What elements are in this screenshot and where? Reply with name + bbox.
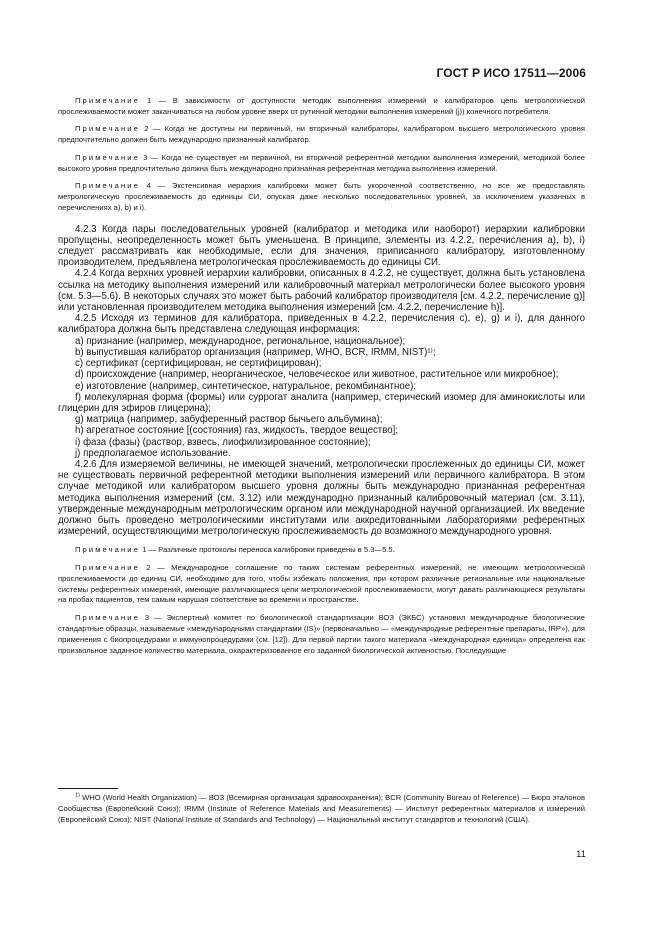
footnote-divider	[58, 788, 118, 789]
note-label: Примечание	[75, 124, 140, 134]
footnote-marker: 1)	[75, 792, 80, 799]
note-label: Примечание	[75, 96, 140, 105]
note-text: — Международное соглашение по таким системам референтных измерений, не имеющим метрологической прослеживаемости до единиц СИ, необходимо для того, чтобы избежать положения, при котором различные региональные или национальные системы референтных измерений, имеющие различающиеся цепи метрологической прослеживаемости, могут давать различающиеся результаты на пробах пациентов, тем самым нарушая соответствие во времени и пространстве.	[58, 562, 585, 605]
list-item-d: d) происхождение (например, неорганическое, человеческое или животное, растительное или микробное);	[75, 369, 559, 381]
list-item-f: f) молекулярная форма (формы) или суррогат аналита (например, стерический изомер для аминокислоты или глицерин для эфиров глицерина);	[58, 391, 585, 414]
note-label: Примечание	[75, 562, 140, 572]
note-2-top	[58, 124, 585, 146]
list-item-j: j) предполагаемое использование.	[75, 447, 231, 459]
page-number: 11	[576, 849, 586, 860]
note-1-bottom	[58, 545, 585, 556]
note-number: 2	[146, 562, 151, 572]
list-item-b: b) выпустившая калибратор организация (например, WHO, BCR, IRMM, NIST)¹⁾;	[75, 346, 436, 358]
list-item-h: h) агрегатное состояние [(состояния) газ, жидкость, твердое вещество];	[75, 425, 399, 437]
note-number: 3	[143, 152, 148, 162]
note-label: Примечание	[75, 152, 140, 162]
paragraph-4-2-3: 4.2.3 Когда пары последовательных уровней (калибратор и методика или наоборот) иерархии калибровки пропущены, неопределенность может быть уменьшена. В принципе, элементы из 4.2.2, перечисления а), b), i) следует рассматривать как необходимые, если для значения, приписанного калибратору, изготовленному производителем, предъявлена метрологическая прослеживаемость до единицы СИ.	[58, 223, 585, 269]
note-number: 1	[142, 545, 147, 555]
list-item-e: e) изготовление (например, синтетическое, натуральное, рекомбинантное);	[75, 380, 417, 392]
note-number: 1	[146, 96, 152, 105]
paragraph-4-2-4: 4.2.4 Когда верхних уровней иерархии калибровки, описанных в 4.2.2, не существует, должна быть установлена ссылка на методику выполнения измерений или калибровочный материал метрологически более высокого уровня (см. 5.3—5.6). В некоторых случаях это может быть рабочий калибратор производителя [см. 4.2.2, перечисление g)] или установленная производителем методика выполнения измерений [см. 4.2.2, перечисление h)].	[58, 268, 585, 314]
list-item-g: g) матрица (например, забуференный раствор бычьего альбумина);	[75, 414, 383, 426]
note-label: Примечание	[75, 180, 140, 190]
note-1-top	[58, 96, 585, 118]
main-text	[58, 96, 585, 663]
note-text: — Когда не доступны ни первичный, ни вторичный калибраторы, калибратором высшего метрологического уровня предпочтительно должен быть международно признанный калибратор.	[58, 124, 585, 145]
paragraph-4-2-6: 4.2.6 Для измеряемой величины, не имеющей значений, метрологически прослеженных до единицы СИ, может не существовать первичной референтной методики выполнения измерений или первичного калибратора. В этом случае методикой или калибратором высшего уровня должны быть международно признанная референтная методика выполнения измерений (см. 3.12) или международно признанный калибровочный материал (см. 3.11), утвержденные международным метрологическим органом или международной научной организацией. Их введение должно быть проведено метрологическими институтами или аккредитованными лабораториями референтных измерений, осуществляющими метрологическую прослеживаемость до возможного международного уровня.	[58, 458, 585, 538]
note-2-bottom	[58, 563, 585, 607]
list-item-i: i) фаза (фазы) (раствор, взвесь, лиофилизированное состояние);	[75, 436, 371, 448]
document-header-title: ГОСТ Р ИСО 17511—2006	[436, 66, 586, 80]
note-text: — Когда не существует ни первичной, ни вторичной референтной методики выполнения измерений, методикой более высокого уровня предпочтительно должна быть международно признанная референтная методика выполнения измерений.	[58, 152, 585, 173]
note-text: — В зависимости от доступности методик выполнения измерений и калибраторов цепь метрологической прослеживаемости может заканчиваться на любом уровне вверх от рутинной методики выполнения измерений (j)) конечного потребителя.	[58, 96, 585, 116]
note-label: Примечание	[75, 612, 140, 622]
note-text: — Экспертный комитет по биологической стандартизации ВОЗ (ЭКБС) установил международные биологические стандартные образцы, называемые «международными стандартами (IS)» (первоначально — «международные референтные препараты, IRP»), для применения с биопроцедурами и иммунопроцедурами (см. [12]). Для первой партии такого материала «международная единица» определена как произвольное заданное количество материала, охарактеризованное его заданной биологической активностью. Последующие	[58, 612, 585, 655]
note-number: 3	[144, 612, 150, 622]
list-item-a: a) признание (например, международное, региональное, национальное);	[75, 335, 406, 347]
note-text: — Различные протоколы переноса калибровки приведены в 5.3—5.5.	[148, 545, 395, 555]
note-3-bottom	[58, 613, 585, 657]
note-label: Примечание	[75, 545, 140, 555]
note-number: 4	[146, 180, 151, 190]
footnote	[58, 792, 585, 825]
note-number: 2	[144, 124, 149, 134]
list-item-c: c) сертификат (сертифицирован, не сертифицирован);	[75, 358, 322, 370]
note-text: — Экстенсивная иерархия калибровки может быть укороченной соответственно, но все же предоставлять метрологическую прослеживаемость до единицы СИ, опуская даже несколько последовательных уровней, за исключением указанных в перечислениях а), b) и i).	[58, 180, 585, 212]
footnote-text: WHO (World Health Organization) — ВОЗ (Всемирная организация здравоохранения); BCR (Community Bureau of Reference) — Бюро эталонов Сообщества (Европейский Союз); IRMM (Institute of Reference Materials and Measurements) — Институт референтных материалов и измерений (Европейский Союз); NIST (National Institute of Standards and Technology) — Национальный институт стандартов и технологий (США).	[58, 793, 585, 824]
note-3-top	[58, 153, 585, 175]
note-4-top	[58, 181, 585, 214]
paragraph-4-2-5: 4.2.5 Исходя из терминов для калибратора, приведенных в 4.2.2, перечисления c), e), g) и i), для данного калибратора должна быть представлена следующая информация:	[58, 313, 585, 336]
